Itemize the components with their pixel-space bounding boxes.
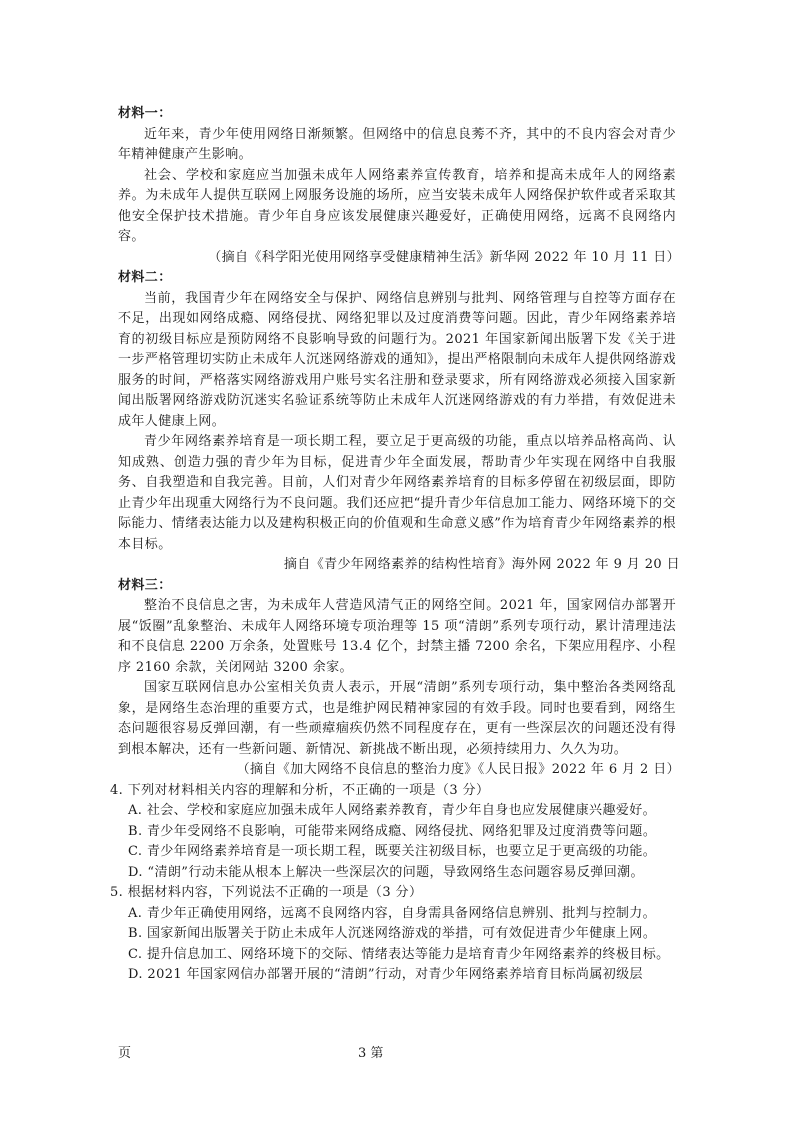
question-option: A. 社会、学校和家庭应加强未成年人网络素养教育，青少年自身也应发展健康兴趣爱好。	[128, 803, 657, 818]
material-one-paragraph: 近年来，青少年使用网络日渐频繁。但网络中的信息良莠不齐，其中的不良内容会对青少年精神健康产生影响。	[118, 126, 676, 162]
material-one	[118, 104, 680, 268]
material-one-title: 材料一：	[118, 106, 172, 121]
material-three-paragraph: 国家互联网信息办公室相关负责人表示，开展“清朗”系列专项行动，集中整治各类网络乱象，是网络生态治理的重要方式，也是维护网民精神家园的有效手段。同时也要看到，网络生态问题很容易反弹回潮，有一些顽瘴痼疾仍然不同程度存在，更有一些深层次的问题还没有得到根本解决，还有一些新问题、新情况、新挑战不断出现，必须持续用力、久久为功。	[118, 680, 676, 757]
material-three	[118, 576, 680, 781]
material-three-title: 材料三：	[118, 577, 172, 593]
material-two-paragraph: 青少年网络素养培育是一项长期工程，要立足于更高级的功能，重点以培养品格高尚、认知成熟、创造力强的青少年为目标，促进青少年全面发展，帮助青少年实现在网络中自我服务、自我塑造和自我完善。目前，人们对青少年网络素养培育的目标多停留在初级层面，即防止青少年出现重大网络行为不良问题。我们还应把“提升青少年信息加工能力、网络环境下的交际能力、情绪表达能力以及建构积极正向的价值观和生命意义感”作为培育青少年网络素养的根本目标。	[118, 434, 676, 552]
question-option: C. 提升信息加工、网络环境下的交际、情绪表达等能力是培育青少年网络素养的终极目标。	[128, 946, 670, 962]
material-two-source: 摘自《青少年网络素养的结构性培育》海外网 2022 年 9 月 20 日	[283, 557, 680, 572]
material-three-paragraph: 整治不良信息之害，为未成年人营造风清气正的网络空间。2021 年，国家网信办部署开展“饭圈”乱象整治、未成年人网络环境专项治理等 15 项“清朗”系列专项行动，累计清理违法和不良信息 2200 万余条，处置账号 13.4 亿个，封禁主播 7200 余名，下架应用程序、小程序 2160 余款，关闭网站 3200 余家。	[118, 598, 676, 675]
question-4	[110, 781, 676, 884]
material-one-source: （摘自《科学阳光使用网络享受健康精神生活》新华网 2022 年 10 月 11 日）	[208, 249, 680, 265]
question-5	[110, 883, 676, 986]
question-option: B. 国家新闻出版署关于防止未成年人沉迷网络游戏的举措，可有效促进青少年健康上网。	[128, 926, 657, 941]
question-option: B. 青少年受网络不良影响，可能带来网络成瘾、网络侵扰、网络犯罪及过度消费等问题。	[128, 823, 657, 839]
page-content	[110, 104, 680, 986]
question-option: A. 青少年正确使用网络，远离不良网络内容，自身需具备网络信息辨别、批判与控制力。	[128, 905, 657, 921]
question-option: C. 青少年网络素养培育是一项长期工程，既要关注初级目标，也要立足于更高级的功能。	[128, 844, 657, 859]
question-option: D. “清朗”行动未能从根本上解决一些深层次的问题，导致网络生态问题容易反弹回潮。	[128, 864, 644, 880]
question-stem: 5. 根据材料内容，下列说法不正确的一项是（3 分）	[110, 885, 423, 900]
material-two-title: 材料二：	[118, 270, 172, 285]
footer-page-label: 页	[118, 1046, 132, 1061]
footer-page-number: 3 第	[358, 1046, 384, 1061]
material-one-paragraph: 社会、学校和家庭应当加强未成年人网络素养宣传教育，培养和提高未成年人的网络素养。为未成年人提供互联网上网服务设施的场所，应当安装未成年人网络保护软件或者采取其他安全保护技术措施。青少年自身应该发展健康兴趣爱好，正确使用网络，远离不良网络内容。	[118, 167, 676, 244]
material-three-source: （摘自《加大网络不良信息的整治力度》《人民日报》2022 年 6 月 2 日）	[236, 762, 680, 777]
question-option: D. 2021 年国家网信办部署开展的“清朗”行动，对青少年网络素养培育目标尚属初级层	[128, 967, 643, 982]
material-two-paragraph: 当前，我国青少年在网络安全与保护、网络信息辨别与批判、网络管理与自控等方面存在不足，出现如网络成瘾、网络侵扰、网络犯罪以及过度消费等问题。因此，青少年网络素养培育的初级目标应是预防网络不良影响导致的问题行为。2021 年国家新闻出版署下发《关于进一步严格管理切实防止未成年人沉迷网络游戏的通知》，提出严格限制向未成年人提供网络游戏服务的时间，严格落实网络游戏用户账号实名注册和登录要求，所有网络游戏必须接入国家新闻出版署网络游戏防沉迷实名验证系统等防止未成年人沉迷网络游戏的有力举措，有效促进未成年人健康上网。	[118, 290, 676, 429]
question-stem: 4. 下列对材料相关内容的理解和分析，不正确的一项是（3 分）	[110, 782, 490, 798]
material-two	[118, 268, 680, 576]
